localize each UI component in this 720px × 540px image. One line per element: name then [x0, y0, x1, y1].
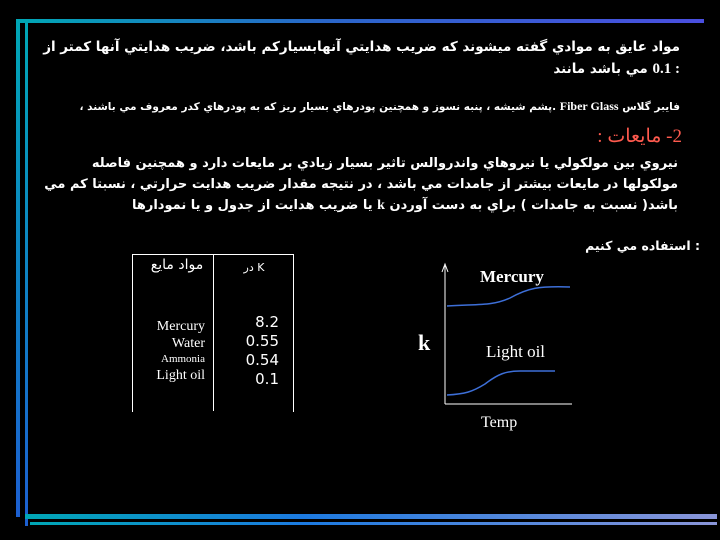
frame-bottom-bar-lower: [30, 522, 717, 525]
insulator-definition-paragraph: [40, 36, 680, 80]
frame-top-bar: [16, 19, 704, 23]
insulator-definition-text: مواد عايق به موادي گفته ميشوند كه ضريب هدايتي آنهابسياركم باشد، ضريب هدايتي آنها كمتر از: [43, 39, 680, 55]
table-cell-name: Mercury: [156, 319, 205, 334]
frame-bottom-bar-upper: [25, 514, 717, 519]
table-cell-k: 0.55: [245, 332, 279, 350]
table-cell-k: 0.1: [255, 370, 279, 388]
frame-left-bar-outer: [16, 19, 20, 517]
liquids-paragraph: [44, 153, 678, 216]
threshold-value: 0.1 :: [652, 61, 680, 77]
section-heading-liquids: 2- مايعات :: [597, 126, 682, 147]
curve-label-mercury: Mercury: [480, 267, 544, 286]
table-cell-name: Ammonia: [161, 353, 205, 365]
curve-label-light-oil: Light oil: [486, 342, 546, 361]
usage-line: : استفاده مي كنيم: [585, 238, 700, 253]
fiber-glass-english: Fiber Glass: [559, 99, 619, 113]
table-cell-k: 8.2: [255, 313, 279, 331]
conductivity-table: [132, 254, 294, 412]
k-symbol-inline: k: [377, 198, 385, 213]
curve-light-oil: [447, 371, 555, 395]
curve-mercury: [447, 287, 570, 306]
graph-y-axis-label: k: [418, 330, 431, 355]
table-cell-name: Water: [171, 336, 205, 351]
liquids-text-after: يا ضريب هدايت از جدول و يا نمودارها: [131, 198, 373, 213]
table-divider: [213, 254, 214, 411]
table-header-material: مواد مايع: [150, 257, 204, 273]
insulator-definition-tail: مي باشد مانند: [553, 61, 648, 77]
table-cell-name: Light oil: [156, 368, 205, 383]
table-header-k: K در: [243, 261, 265, 274]
insulator-examples-text: .پشم شيشه ، پنبه نسوز و همچنين پودرهاي بسيار ريز كه به پودرهاي كدر معروف مي باشند ،: [79, 101, 557, 113]
graph-x-axis-label: Temp: [481, 414, 518, 431]
liquids-text-before: نيروي بين مولكولي يا نيروهاي واندروالس تاثير بسيار زيادي بر مايعات دارد و همچنين فاصله مولكولها در مايعات بيشتر از جامدات مي باشد ، در نتيجه مقدار ضريب هدايت حرارتي ، نسبتا كم مي باشد( نسبت به جامدات ) براي به دست آوردن: [44, 156, 678, 213]
fiber-glass-persian: فايبر گلاس: [622, 101, 680, 113]
table-k-column: [229, 313, 279, 389]
insulator-examples-paragraph: [40, 99, 680, 114]
table-material-column: [133, 318, 205, 384]
table-cell-k: 0.54: [245, 351, 279, 369]
frame-left-bar-inner: [25, 19, 28, 526]
